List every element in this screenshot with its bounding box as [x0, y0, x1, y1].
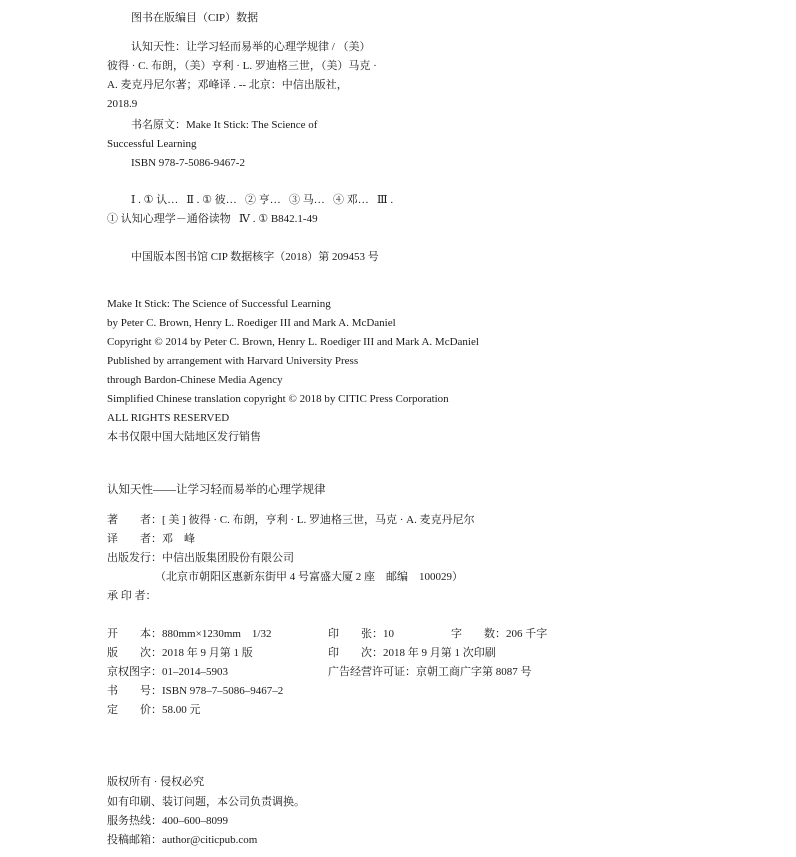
authors: 著 者：[ 美 ] 彼得 · C. 布朗，亨利 · L. 罗迪格三世，马克 · A. 麦克丹尼尔: [107, 514, 475, 526]
publisher-address: （北京市朝阳区惠新东街甲 4 号富盛大厦 2 座 邮编 100029）: [155, 571, 463, 583]
footer-rights: 版权所有 · 侵权必究: [107, 776, 205, 788]
spec-printing: 印 次：2018 年 9 月第 1 次印刷: [328, 647, 496, 659]
original-title-line: 书名原文：Make It Stick: The Science of: [131, 119, 318, 131]
original-title-line: Successful Learning: [107, 138, 197, 150]
translator: 译 者：邓 峰: [107, 533, 195, 545]
rights-line: through Bardon-Chinese Media Agency: [107, 374, 283, 386]
cip-record-line: A. 麦克丹尼尔著；邓峰译 . -- 北京：中信出版社，: [107, 79, 348, 91]
rights-line: by Peter C. Brown, Henry L. Roediger III and Mark A. McDaniel: [107, 317, 396, 329]
footer-defects: 如有印刷、装订问题，本公司负责调换。: [107, 796, 305, 808]
spec-edition: 版 次：2018 年 9 月第 1 版: [107, 647, 253, 659]
spec-book-number: 书 号：ISBN 978–7–5086–9467–2: [107, 685, 284, 697]
book-title: 认知天性——让学习轻而易举的心理学规律: [107, 484, 326, 496]
footer-submission: 投稿邮箱：author@citicpub.com: [107, 834, 258, 846]
footer-hotline: 服务热线：400–600–8099: [107, 815, 228, 827]
cip-heading: 图书在版编目（CIP）数据: [131, 12, 259, 24]
rights-line: 本书仅限中国大陆地区发行销售: [107, 431, 261, 443]
rights-line: Copyright © 2014 by Peter C. Brown, Henry L. Roediger III and Mark A. McDaniel: [107, 336, 479, 348]
rights-line: Simplified Chinese translation copyright © 2018 by CITIC Press Corporation: [107, 393, 449, 405]
rights-line: Make It Stick: The Science of Successful Learning: [107, 298, 331, 310]
rights-line: Published by arrangement with Harvard University Press: [107, 355, 359, 367]
cip-record-line: 彼得 · C. 布朗，（美）亨利 · L. 罗迪格三世，（美）马克 ·: [107, 60, 377, 72]
subject-line: Ⅰ . ① 认… Ⅱ . ① 彼… ② 亨… ③ 马… ④ 邓… Ⅲ .: [131, 194, 394, 206]
cip-record-line: 认知天性：让学习轻而易举的心理学规律 / （美）: [131, 41, 371, 53]
spec-copyright-reg: 京权图字：01–2014–5903: [107, 666, 228, 678]
printer: 承 印 者：: [107, 590, 157, 602]
cip-isbn: ISBN 978-7-5086-9467-2: [131, 157, 245, 169]
publisher: 出版发行：中信出版集团股份有限公司: [107, 552, 294, 564]
cip-record-line: 2018.9: [107, 98, 138, 110]
spec-sheets: 印 张：10: [328, 628, 394, 640]
subject-line: ① 认知心理学－通俗读物 Ⅳ . ① B842.1-49: [107, 213, 318, 225]
spec-price: 定 价：58.00 元: [107, 704, 201, 716]
spec-word-count: 字 数：206 千字: [451, 628, 548, 640]
cip-number: 中国版本图书馆 CIP 数据核字（2018）第 209453 号: [131, 251, 379, 263]
rights-line: ALL RIGHTS RESERVED: [107, 412, 230, 424]
spec-ad-license: 广告经营许可证：京朝工商广字第 8087 号: [328, 666, 532, 678]
spec-format: 开 本：880mm×1230mm 1/32: [107, 628, 272, 640]
